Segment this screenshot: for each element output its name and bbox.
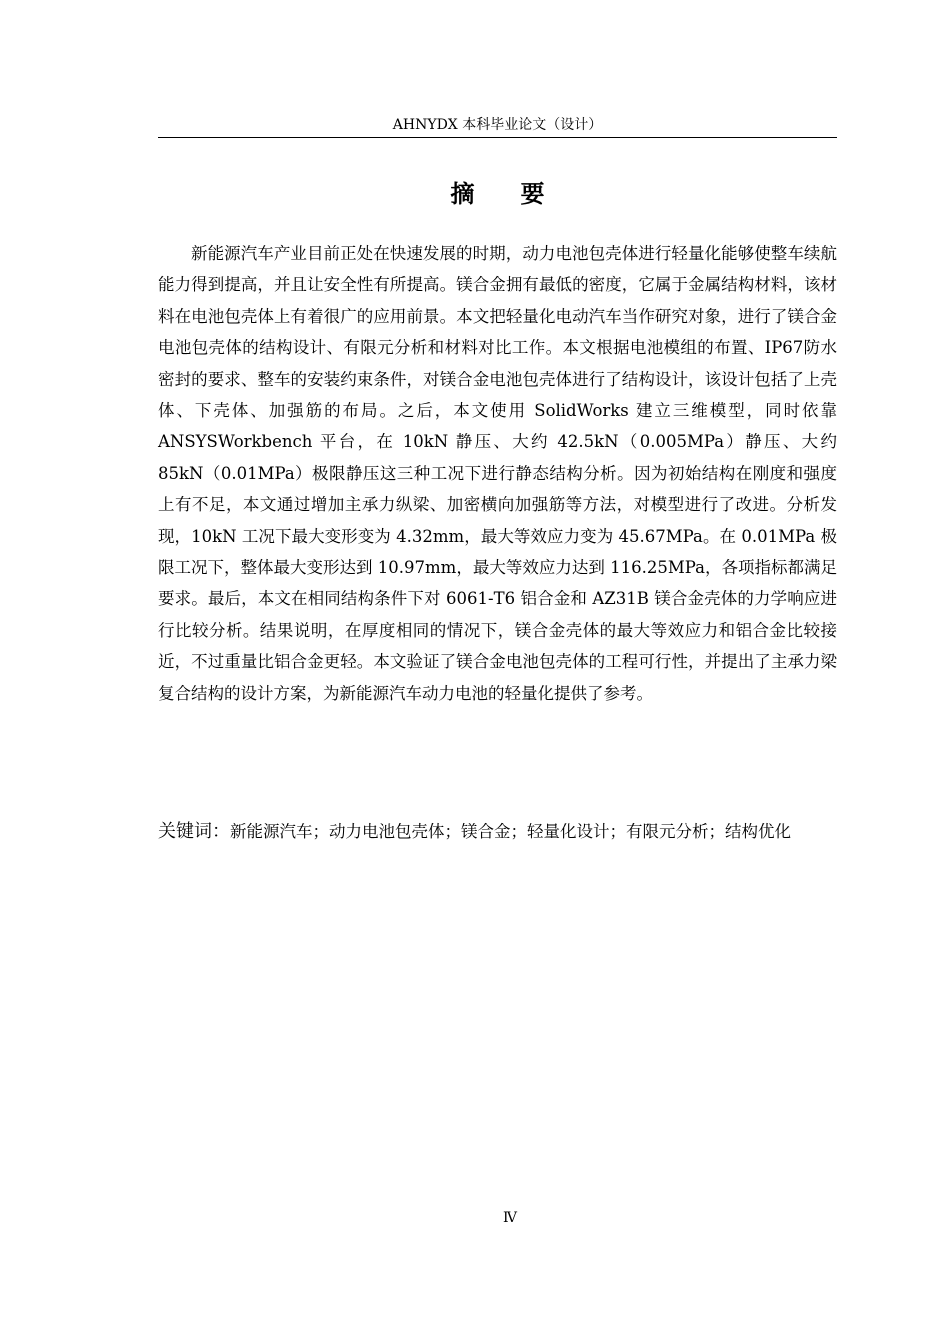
abstract-body: 新能源汽车产业目前正处在快速发展的时期，动力电池包壳体进行轻量化能够使整车续航能力得到提高，并且让安全性有所提高。镁合金拥有最低的密度，它属于金属结构材料，该材料在电池包壳体上有着很广的应用前景。本文把轻量化电动汽车当作研究对象，进行了镁合金电池包壳体的结构设计、有限元分析和材料对比工作。本文根据电池模组的布置、IP67防水密封的要求、整车的安装约束条件，对镁合金电池包壳体进行了结构设计，该设计包括了上壳体、下壳体、加强筋的布局。之后，本文使用 SolidWorks 建立三维模型，同时依靠 ANSYSWorkbench 平台，在 10kN 静压、大约 42.5kN（0.005MPa）静压、大约 85kN（0.01MPa）极限静压这三种工况下进行静态结构分析。因为初始结构在刚度和强度上有不足，本文通过增加主承力纵梁、加密横向加强筋等方法，对模型进行了改进。分析发现，10kN 工况下最大变形变为 4.32mm，最大等效应力变为 45.67MPa。在 0.01MPa 极限工况下，整体最大变形达到 10.97mm，最大等效应力达到 116.25MPa，各项指标都满足要求。最后，本文在相同结构条件下对 6061-T6 铝合金和 AZ31B 镁合金壳体的力学响应进行比较分析。结果说明，在厚度相同的情况下，镁合金壳体的最大等效应力和铝合金比较接近，不过重量比铝合金更轻。本文验证了镁合金电池包壳体的工程可行性，并提出了主承力梁复合结构的设计方案，为新能源汽车动力电池的轻量化提供了参考。 [158, 244, 837, 703]
header-rule [158, 137, 837, 138]
running-header: AHNYDX 本科毕业论文（设计） [392, 117, 603, 133]
keywords-paragraph [158, 816, 837, 847]
keywords-label: 关键词： [158, 821, 230, 842]
abstract-title: 摘要 [450, 180, 591, 208]
page-number: Ⅳ [503, 1210, 517, 1226]
keywords-text: 新能源汽车；动力电池包壳体；镁合金；轻量化设计；有限元分析；结构优化 [230, 822, 791, 841]
